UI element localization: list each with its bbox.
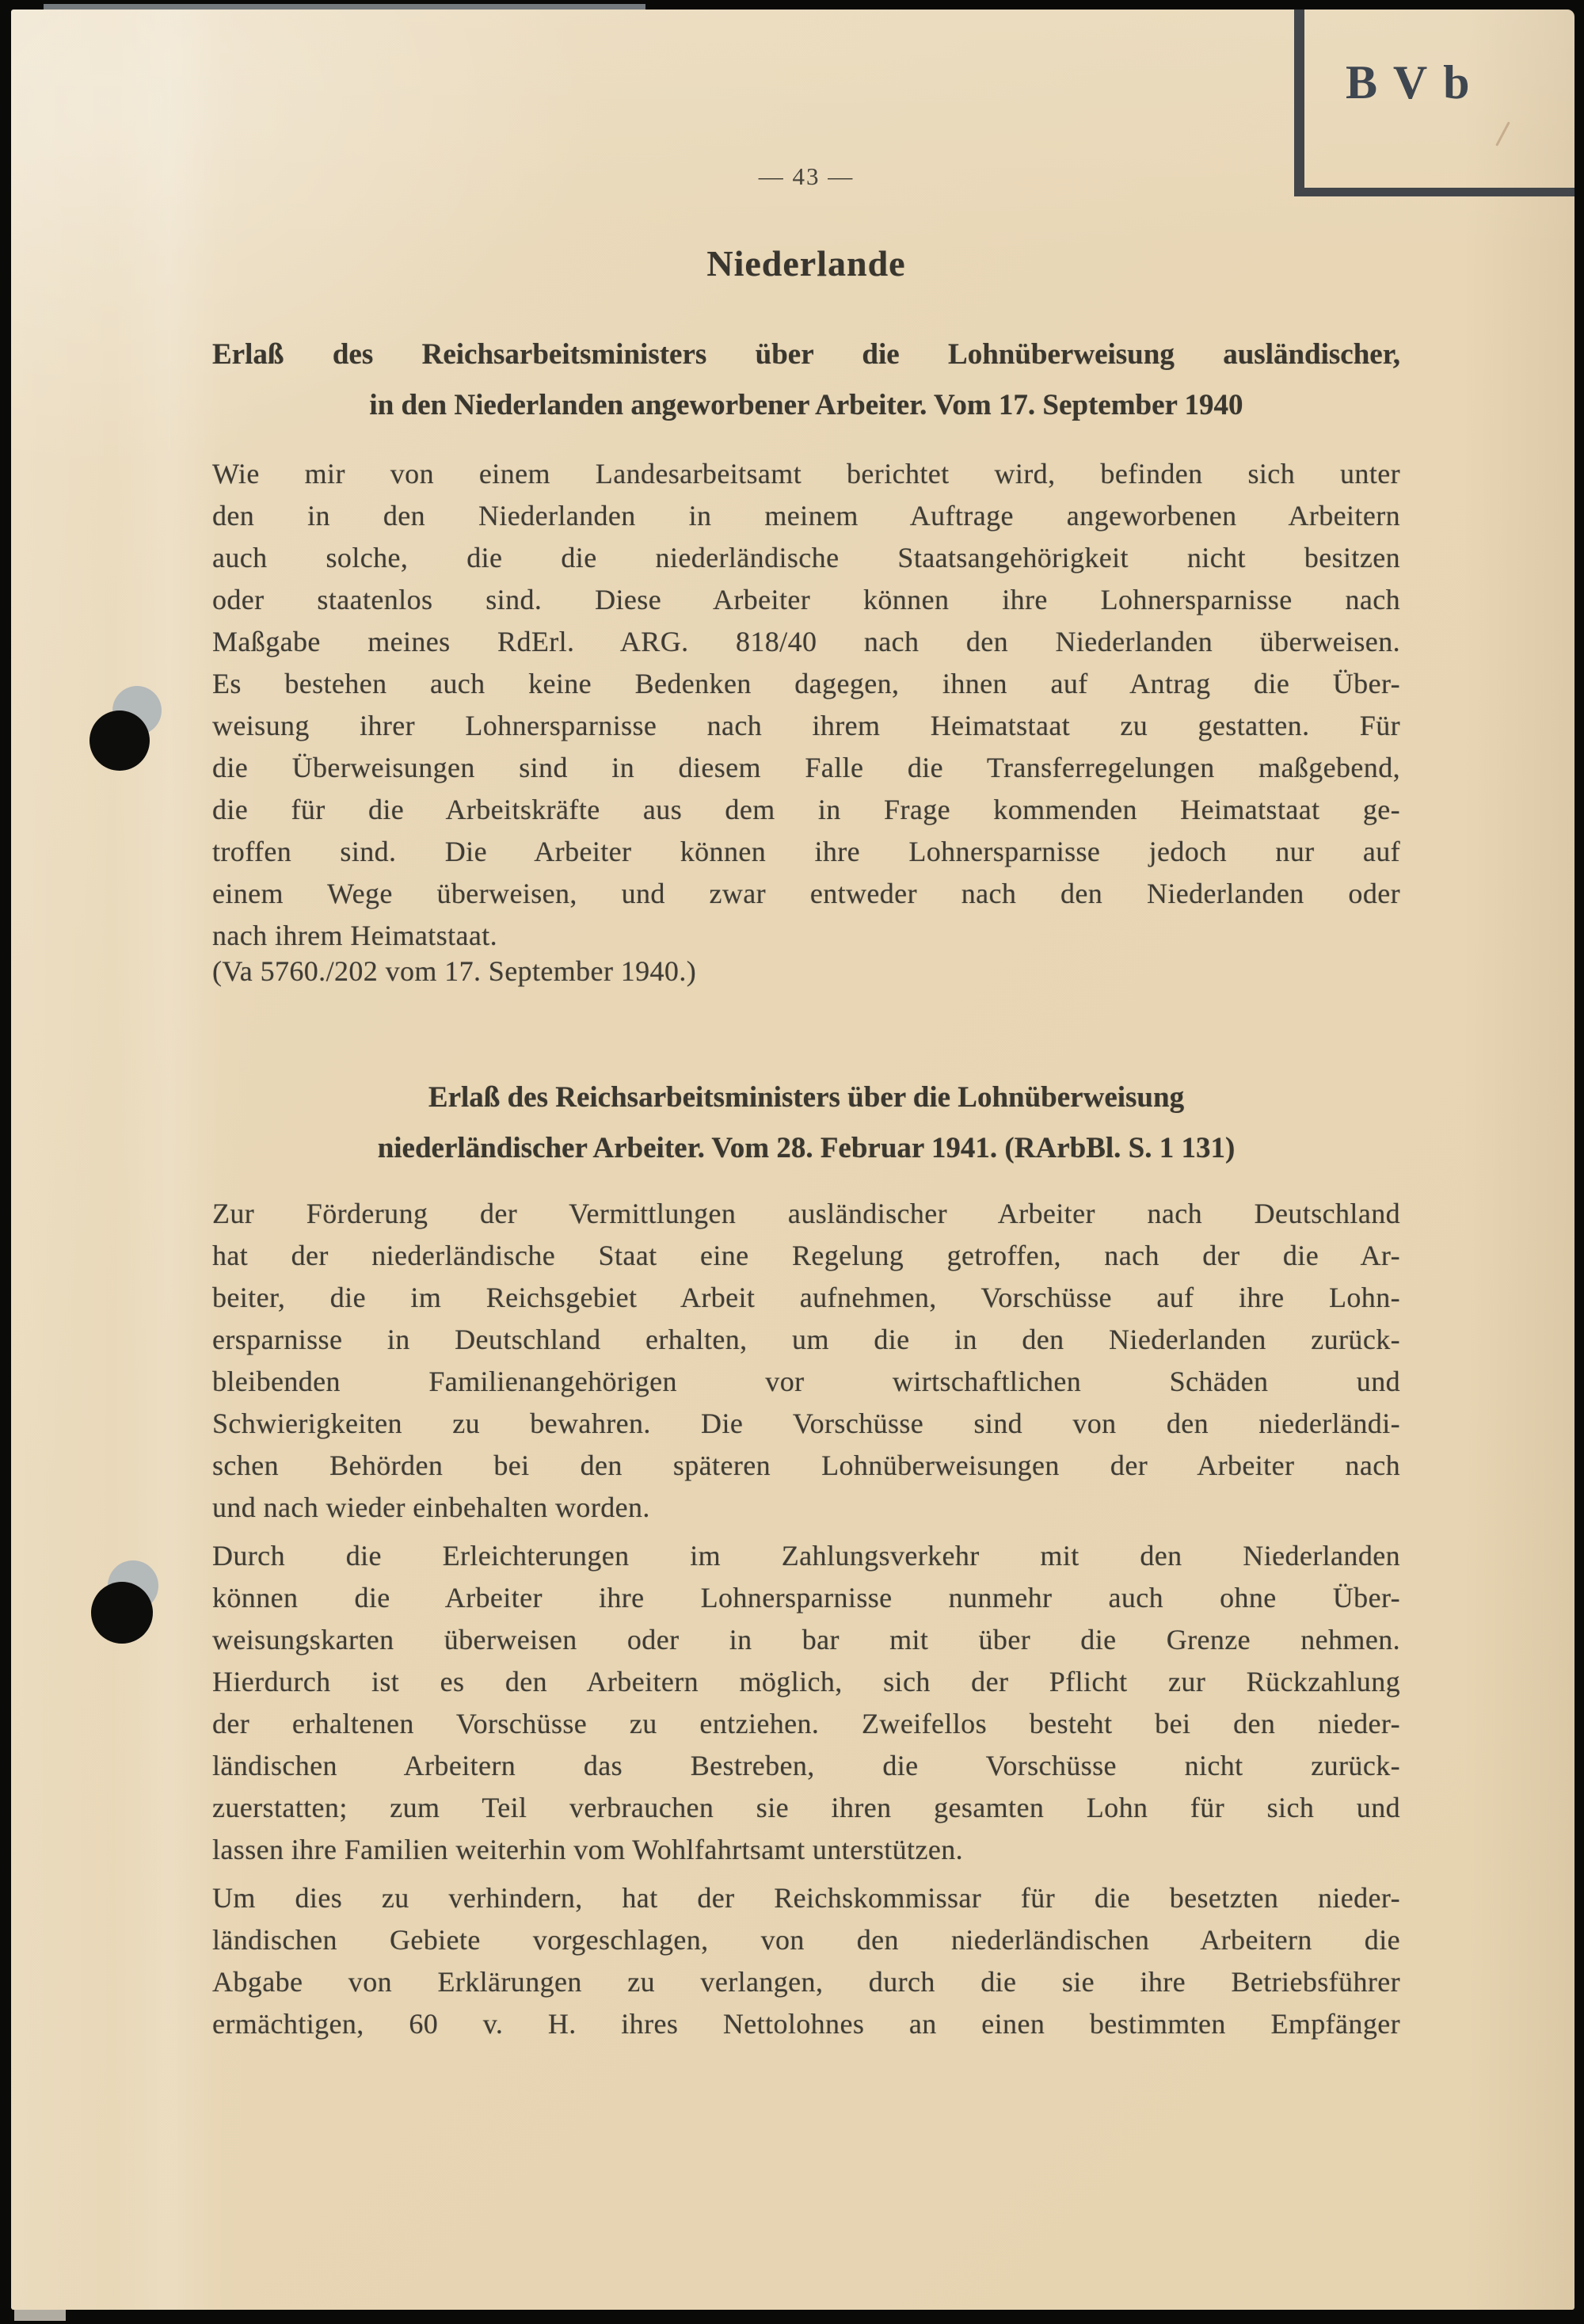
- text-line: weisungskarten überweisen oder in bar mit über die Grenze nehmen.: [212, 1624, 1400, 1655]
- document-page: [11, 10, 1574, 2310]
- hole-punch-bottom: [91, 1582, 153, 1644]
- text-line: oder staatenlos sind. Diese Arbeiter können ihre Lohnersparnisse nach: [212, 584, 1400, 615]
- classification-stamp-label: B V b: [1346, 56, 1472, 109]
- text-line: lassen ihre Familien weiterhin vom Wohlfahrtsamt unterstützen.: [212, 1834, 964, 1865]
- text-line: ersparnisse in Deutschland erhalten, um die in den Niederlanden zurück-: [212, 1324, 1400, 1355]
- text-line: einem Wege überweisen, und zwar entweder nach den Niederlanden oder: [212, 878, 1400, 909]
- text-line: Maßgabe meines RdErl. ARG. 818/40 nach den Niederlanden überweisen.: [212, 626, 1400, 657]
- text-line: Schwierigkeiten zu bewahren. Die Vorschüsse sind von den niederländi-: [212, 1408, 1400, 1439]
- text-line: hat der niederländische Staat eine Regelung getroffen, nach der die Ar-: [212, 1240, 1400, 1271]
- text-line: nach ihrem Heimatstaat.: [212, 920, 498, 951]
- text-line: auch solche, die die niederländische Staatsangehörigkeit nicht besitzen: [212, 542, 1400, 573]
- decree2-paragraph-3: [212, 1877, 1400, 2045]
- decree1-heading: [212, 330, 1400, 431]
- text-line: bleibenden Familienangehörigen vor wirtschaftlichen Schäden und: [212, 1366, 1400, 1397]
- decree1-heading-line2: in den Niederlanden angeworbener Arbeiter. Vom 17. September 1940: [369, 389, 1243, 421]
- text-line: schen Behörden bei den späteren Lohnüberweisungen der Arbeiter nach: [212, 1450, 1400, 1481]
- text-line: zuerstatten; zum Teil verbrauchen sie ihren gesamten Lohn für sich und: [212, 1792, 1400, 1823]
- scan-edge-artifact-bottom: [14, 2310, 66, 2321]
- page-number: — 43 —: [758, 162, 855, 190]
- decree2-paragraph-2: [212, 1535, 1400, 1871]
- text-line: ermächtigen, 60 v. H. ihres Nettolohnes an einen bestimmten Empfänger: [212, 2008, 1400, 2040]
- text-line: können die Arbeiter ihre Lohnersparnisse nunmehr auch ohne Über-: [212, 1582, 1400, 1613]
- text-line: Um dies zu verhindern, hat der Reichskommissar für die besetzten nieder-: [212, 1882, 1400, 1914]
- text-line: Es bestehen auch keine Bedenken dagegen, ihnen auf Antrag die Über-: [212, 668, 1400, 699]
- text-line: troffen sind. Die Arbeiter können ihre Lohnersparnisse jedoch nur auf: [212, 836, 1400, 867]
- decree1-citation: (Va 5760./202 vom 17. September 1940.): [212, 955, 697, 987]
- hole-punch-top: [89, 711, 150, 771]
- text-line: die Überweisungen sind in diesem Falle die Transferregelungen maßgebend,: [212, 752, 1400, 783]
- decree2-heading: [212, 1072, 1400, 1174]
- text-line: Durch die Erleichterungen im Zahlungsverkehr mit den Niederlanden: [212, 1540, 1400, 1572]
- page-title: Niederlande: [706, 243, 906, 284]
- text-line: die für die Arbeitskräfte aus dem in Frage kommenden Heimatstaat ge-: [212, 794, 1400, 825]
- text-line: beiter, die im Reichsgebiet Arbeit aufnehmen, Vorschüsse auf ihre Lohn-: [212, 1282, 1400, 1313]
- text-line: ländischen Gebiete vorgeschlagen, von den niederländischen Arbeitern die: [212, 1924, 1400, 1956]
- text-line: Wie mir von einem Landesarbeitsamt berichtet wird, befinden sich unter: [212, 458, 1400, 490]
- decree1-paragraph: [212, 453, 1400, 957]
- text-line: und nach wieder einbehalten worden.: [212, 1492, 650, 1523]
- text-line: der erhaltenen Vorschüsse zu entziehen. Zweifellos besteht bei den nieder-: [212, 1708, 1400, 1739]
- text-line: den in den Niederlanden in meinem Auftrage angeworbenen Arbeitern: [212, 500, 1400, 531]
- text-line: weisung ihrer Lohnersparnisse nach ihrem Heimatstaat zu gestatten. Für: [212, 710, 1400, 741]
- text-line: ländischen Arbeitern das Bestreben, die Vorschüsse nicht zurück-: [212, 1750, 1400, 1781]
- decree2-heading-line2: niederländischer Arbeiter. Vom 28. Februar 1941. (RArbBl. S. 1 131): [377, 1132, 1236, 1164]
- text-line: Abgabe von Erklärungen zu verlangen, durch die sie ihre Betriebsführer: [212, 1966, 1400, 1998]
- decree2-heading-line1: Erlaß des Reichsarbeitsministers über die Lohnüberweisung: [428, 1081, 1185, 1114]
- decree1-heading-line1: Erlaß des Reichsarbeitsministers über die Lohnüberweisung ausländischer,: [212, 338, 1400, 371]
- text-line: Hierdurch ist es den Arbeitern möglich, sich der Pflicht zur Rückzahlung: [212, 1666, 1400, 1697]
- decree2-paragraph-1: [212, 1193, 1400, 1529]
- text-line: Zur Förderung der Vermittlungen ausländischer Arbeiter nach Deutschland: [212, 1198, 1400, 1229]
